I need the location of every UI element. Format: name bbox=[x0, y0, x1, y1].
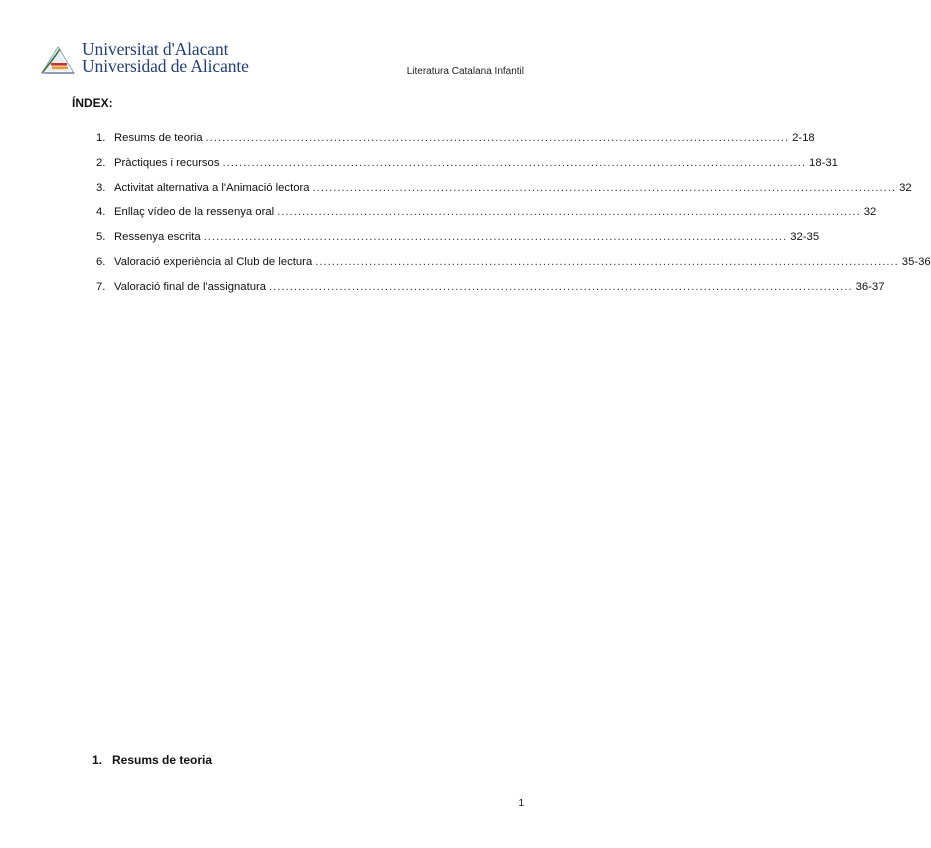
toc-item-number: 1. bbox=[96, 132, 106, 144]
toc-item[interactable] bbox=[96, 280, 885, 306]
toc-item-label: Valoració experiència al Club de lectura bbox=[114, 255, 313, 268]
toc-item[interactable] bbox=[96, 181, 912, 207]
toc-item-page: 32 bbox=[863, 206, 877, 219]
toc-dot-leader: ............................................................................................................................................. bbox=[277, 206, 861, 219]
toc-item-number: 4. bbox=[96, 206, 106, 219]
toc-dot-leader: ............................................................................................................................................. bbox=[222, 156, 807, 169]
toc-dot-leader: ............................................................................................................................................. bbox=[269, 280, 853, 293]
table-of-contents bbox=[96, 132, 931, 306]
toc-dot-leader: ............................................................................................................................................. bbox=[312, 181, 897, 194]
toc-item-page: 36-37 bbox=[855, 280, 885, 293]
section-heading bbox=[92, 753, 212, 767]
toc-item-label: Ressenya escrita bbox=[114, 231, 201, 244]
section-title: Resums de teoria bbox=[112, 753, 213, 767]
section-number: 1. bbox=[92, 753, 103, 767]
toc-item[interactable] bbox=[96, 206, 877, 231]
logo-line-valencian: Universitat d'Alacant bbox=[82, 39, 229, 59]
toc-item-label: Activitat alternativa a l'Animació lectora bbox=[114, 181, 310, 194]
toc-dot-leader: ............................................................................................................................................. bbox=[205, 132, 790, 144]
toc-item-page: 32-35 bbox=[790, 231, 820, 244]
toc-item-label: Enllaç vídeo de la ressenya oral bbox=[114, 206, 275, 219]
toc-item-label: Valoració final de l'assignatura bbox=[114, 280, 267, 293]
toc-item-page: 35-36 bbox=[901, 255, 931, 268]
toc-item-page: 32 bbox=[899, 181, 912, 194]
logo-line-spanish: Universidad de Alicante bbox=[82, 56, 249, 76]
toc-item-number: 2. bbox=[96, 156, 106, 169]
page-number: 1 bbox=[518, 798, 524, 809]
course-title: Literatura Catalana Infantil bbox=[406, 66, 524, 77]
toc-item-page: 18-31 bbox=[809, 156, 838, 169]
toc-item-number: 6. bbox=[96, 255, 106, 268]
toc-item-number: 7. bbox=[96, 280, 106, 293]
toc-item[interactable] bbox=[96, 231, 820, 256]
index-title: ÍNDEX: bbox=[72, 96, 113, 110]
toc-item[interactable] bbox=[96, 156, 838, 182]
toc-item[interactable] bbox=[96, 255, 931, 281]
toc-item-label: Pràctiques i recursos bbox=[114, 156, 220, 169]
toc-item[interactable] bbox=[96, 132, 815, 157]
toc-dot-leader: ............................................................................................................................................. bbox=[203, 231, 788, 244]
toc-dot-leader: ............................................................................................................................................. bbox=[315, 255, 899, 268]
toc-item-number: 3. bbox=[96, 181, 106, 194]
toc-item-number: 5. bbox=[96, 231, 106, 244]
logo-wordmark bbox=[82, 41, 249, 75]
university-emblem-icon bbox=[40, 41, 76, 75]
toc-item-label: Resums de teoria bbox=[114, 132, 203, 144]
toc-item-page: 2-18 bbox=[792, 132, 815, 144]
university-logo bbox=[40, 41, 250, 77]
